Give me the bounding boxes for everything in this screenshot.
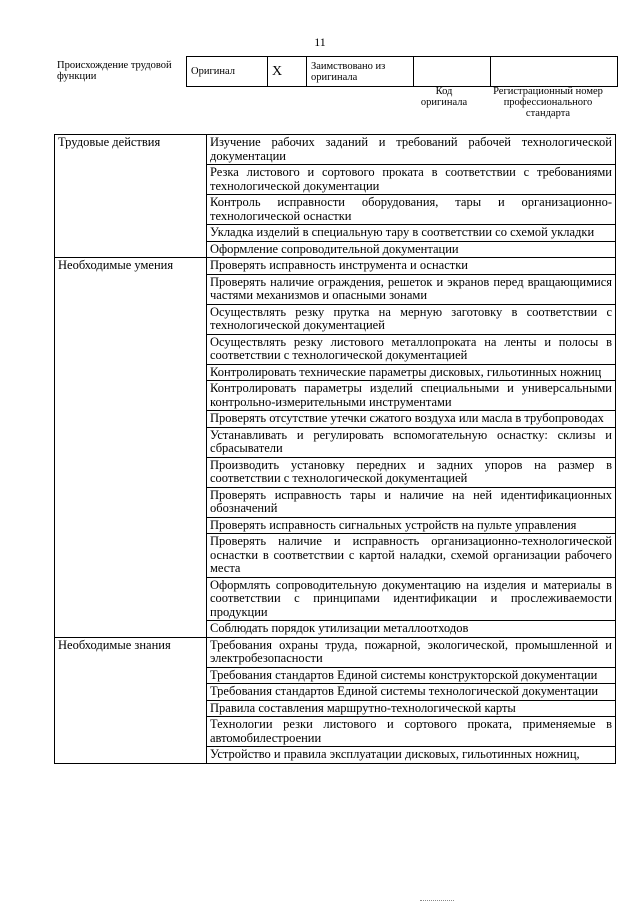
code-cell bbox=[414, 57, 491, 87]
table-row bbox=[55, 135, 616, 165]
section-item: Устройство и правила эксплуатации дисковых, гильотинных ножниц, bbox=[207, 747, 616, 764]
section-item: Проверять наличие ограждения, решеток и экранов перед вращающимися частями механизмов и опасными зонами bbox=[207, 274, 616, 304]
section-item: Контролировать технические параметры дисковых, гильотинных ножниц bbox=[207, 364, 616, 381]
section-item: Осуществлять резку листового металлопроката на ленты и полосы в соответствии с технологической документацией bbox=[207, 334, 616, 364]
table-row bbox=[55, 637, 616, 667]
reg-number-caption: Регистрационный номер профессионального стандарта bbox=[493, 86, 603, 119]
code-caption: Код оригинала bbox=[420, 86, 468, 108]
section-item: Оформлять сопроводительную документацию на изделия и материалы в соответствии с принципами идентификации и прослеживаемости продукции bbox=[207, 577, 616, 621]
section-item: Правила составления маршрутно-технологической карты bbox=[207, 700, 616, 717]
page-number: 11 bbox=[314, 35, 326, 49]
section-title: Необходимые знания bbox=[55, 637, 207, 763]
section-item: Требования стандартов Единой системы технологической документации bbox=[207, 684, 616, 701]
section-item: Соблюдать порядок утилизации металлоотходов bbox=[207, 621, 616, 638]
section-item: Проверять исправность сигнальных устройств на пульте управления bbox=[207, 517, 616, 534]
original-mark: X bbox=[268, 57, 307, 87]
origin-label: Происхождение трудовой функции bbox=[57, 60, 172, 82]
table-row bbox=[55, 258, 616, 275]
section-item: Проверять наличие и исправность организационно-технологической оснастки в соответствии с картой наладки, схемой организации рабочего места bbox=[207, 534, 616, 578]
section-item: Требования стандартов Единой системы конструкторской документации bbox=[207, 667, 616, 684]
section-item: Изучение рабочих заданий и требований рабочей технологической документации bbox=[207, 135, 616, 165]
section-item: Технологии резки листового и сортового проката, применяемые в автомобилестроении bbox=[207, 717, 616, 747]
section-title: Трудовые действия bbox=[55, 135, 207, 258]
section-item: Проверять исправность инструмента и оснастки bbox=[207, 258, 616, 275]
section-item: Контроль исправности оборудования, тары и организационно-технологической оснастки bbox=[207, 195, 616, 225]
section-item: Проверять исправность тары и наличие на ней идентификационных обозначений bbox=[207, 487, 616, 517]
section-item: Резка листового и сортового проката в соответствии с требованиями технологической документации bbox=[207, 165, 616, 195]
section-item: Устанавливать и регулировать вспомогательную оснастку: склизы и сбрасыватели bbox=[207, 427, 616, 457]
section-item: Требования охраны труда, пожарной, экологической, промышленной и электробезопасности bbox=[207, 637, 616, 667]
bottom-mark bbox=[420, 900, 454, 901]
section-item: Укладка изделий в специальную тару в соответствии со схемой укладки bbox=[207, 225, 616, 242]
borrowed-cell: Заимствовано из оригинала bbox=[307, 57, 414, 87]
section-item: Осуществлять резку прутка на мерную заготовку в соответствии с технологической документацией bbox=[207, 304, 616, 334]
section-item: Оформление сопроводительной документации bbox=[207, 241, 616, 258]
section-item: Контролировать параметры изделий специальными и универсальными контрольно-измерительными инструментами bbox=[207, 381, 616, 411]
origin-table bbox=[186, 56, 618, 87]
section-title: Необходимые умения bbox=[55, 258, 207, 638]
reg-number-cell bbox=[491, 57, 618, 87]
function-table bbox=[54, 134, 616, 764]
section-item: Производить установку передних и задних упоров на размер в соответствии с технологической документацией bbox=[207, 457, 616, 487]
original-cell: Оригинал bbox=[187, 57, 268, 87]
section-item: Проверять отсутствие утечки сжатого воздуха или масла в трубопроводах bbox=[207, 411, 616, 428]
